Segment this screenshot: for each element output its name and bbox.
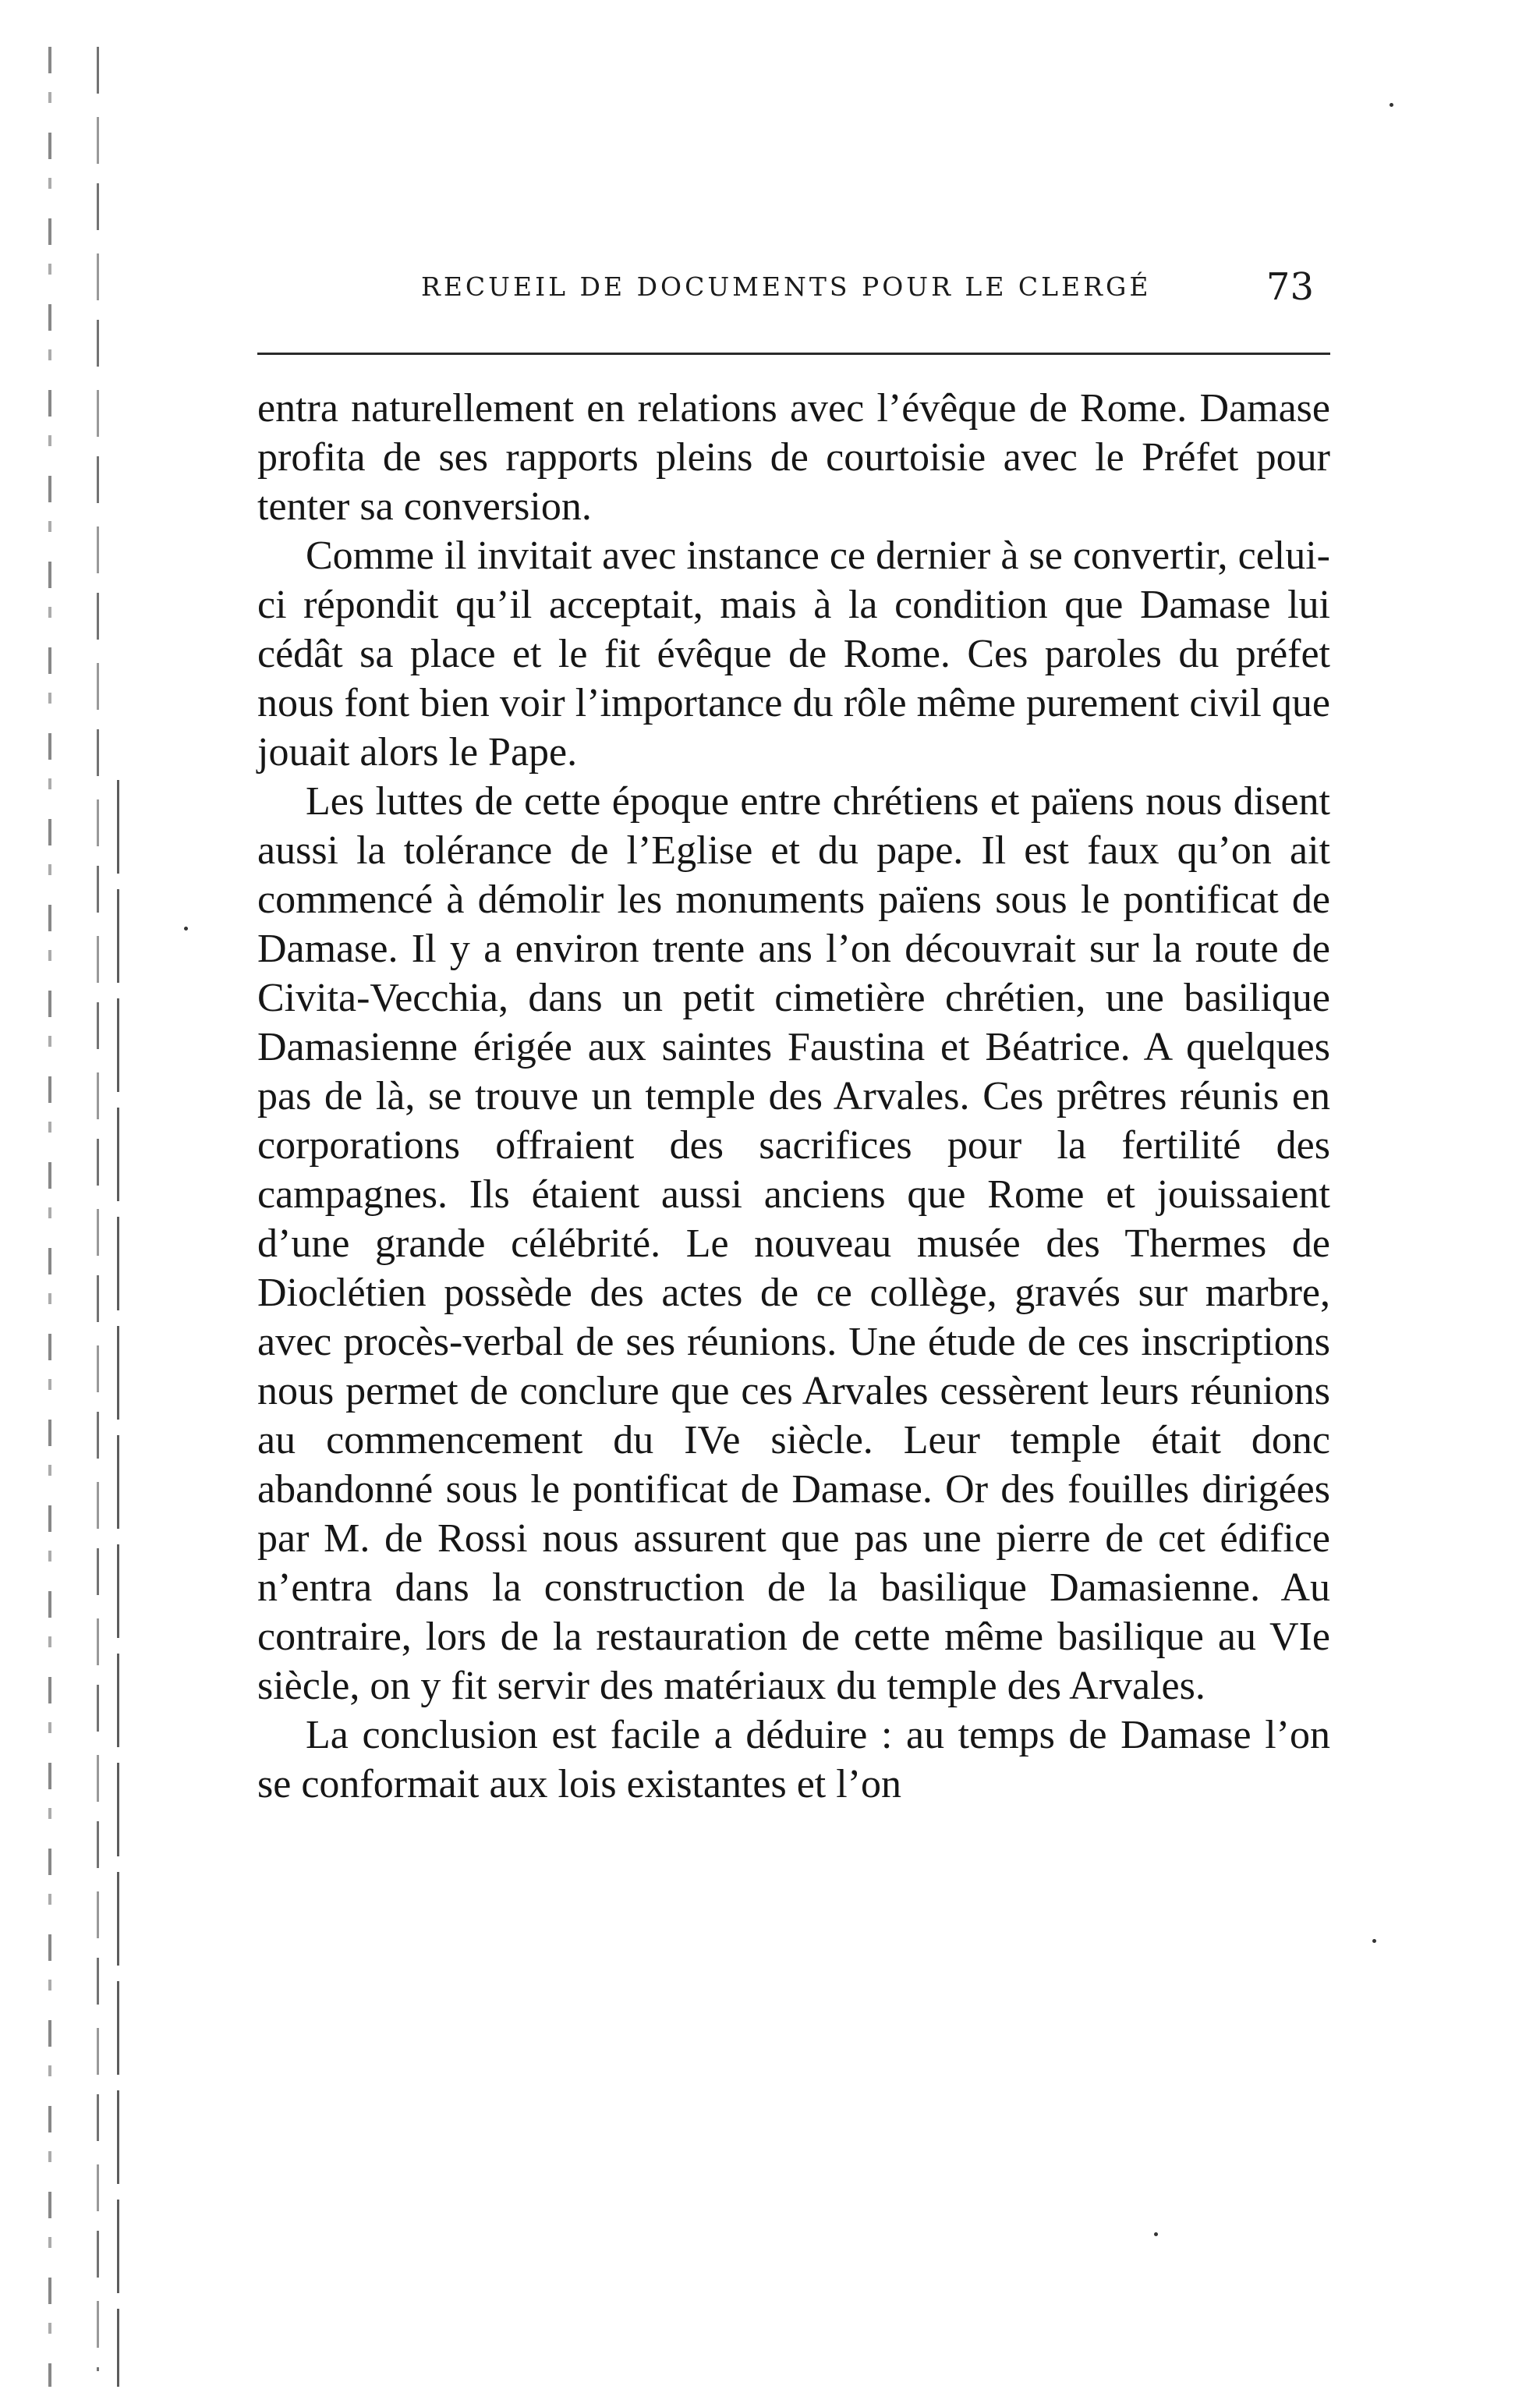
scan-edge-artifact [97, 47, 99, 2371]
paragraph: La conclusion est facile a déduire : au temps de Damase l’on se conformait aux lois existantes et l’on [257, 1713, 1330, 1806]
scan-speck [1372, 1939, 1376, 1943]
scan-speck [1390, 103, 1393, 107]
paragraph: Comme il invitait avec instance ce dernier à se convertir, celui-ci répondit qu’il acceptait, mais à la condition que Damase lui cédât sa place et le fit évêque de Rome. Ces paroles du préfet nous font bien voir l’importance du rôle même purement civil que jouait alors le Pape. [257, 534, 1330, 775]
scan-speck [184, 927, 188, 931]
running-head [421, 265, 1314, 312]
paragraph: entra naturellement en relations avec l’évêque de Rome. Damase profita de ses rapports pleins de courtoisie avec le Préfet pour tenter sa conversion. [257, 386, 1330, 529]
scan-speck [1154, 2232, 1158, 2236]
scan-edge-artifact [117, 780, 119, 2387]
header-rule [257, 353, 1330, 355]
paragraph: Les luttes de cette époque entre chrétiens et païens nous disent aussi la tolérance de l’Eglise et du pape. Il est faux qu’on ait commencé à démolir les monuments païens sous le pontificat de Damase. Il y a environ trente ans l’on découvrait sur la route de Civita-Vecchia, dans un petit cimetière chrétien, une basilique Damasienne érigée aux saintes Faustina et Béatrice. A quelques pas de là, se trouve un temple des Arvales. Ces prêtres réunis en corporations offraient des sacrifices pour la fertilité des campagnes. Ils étaient aussi anciens que Rome et jouissaient d’une grande célébrité. Le nouveau musée des Thermes de Dioclétien possède des actes de ce collège, gravés sur marbre, avec procès-verbal de ses réunions. Une étude de ces inscriptions nous permet de conclure que ces Arvales cessèrent leurs réunions au commencement du IVe siècle. Leur temple était donc abandonné sous le pontificat de Damase. Or des fouilles dirigées par M. de Rossi nous assurent que pas une pierre de cet édifice n’entra dans la construction de la basilique Damasienne. Au contraire, lors de la restauration de cette même basilique au VIe siècle, on y fit servir des matériaux du temple des Arvales. [257, 779, 1330, 1708]
body-text [257, 384, 1330, 1809]
page-number: 73 [1266, 265, 1314, 309]
scan-edge-artifact [48, 47, 51, 2387]
running-title: RECUEIL DE DOCUMENTS POUR LE CLERGÉ [421, 271, 1152, 302]
